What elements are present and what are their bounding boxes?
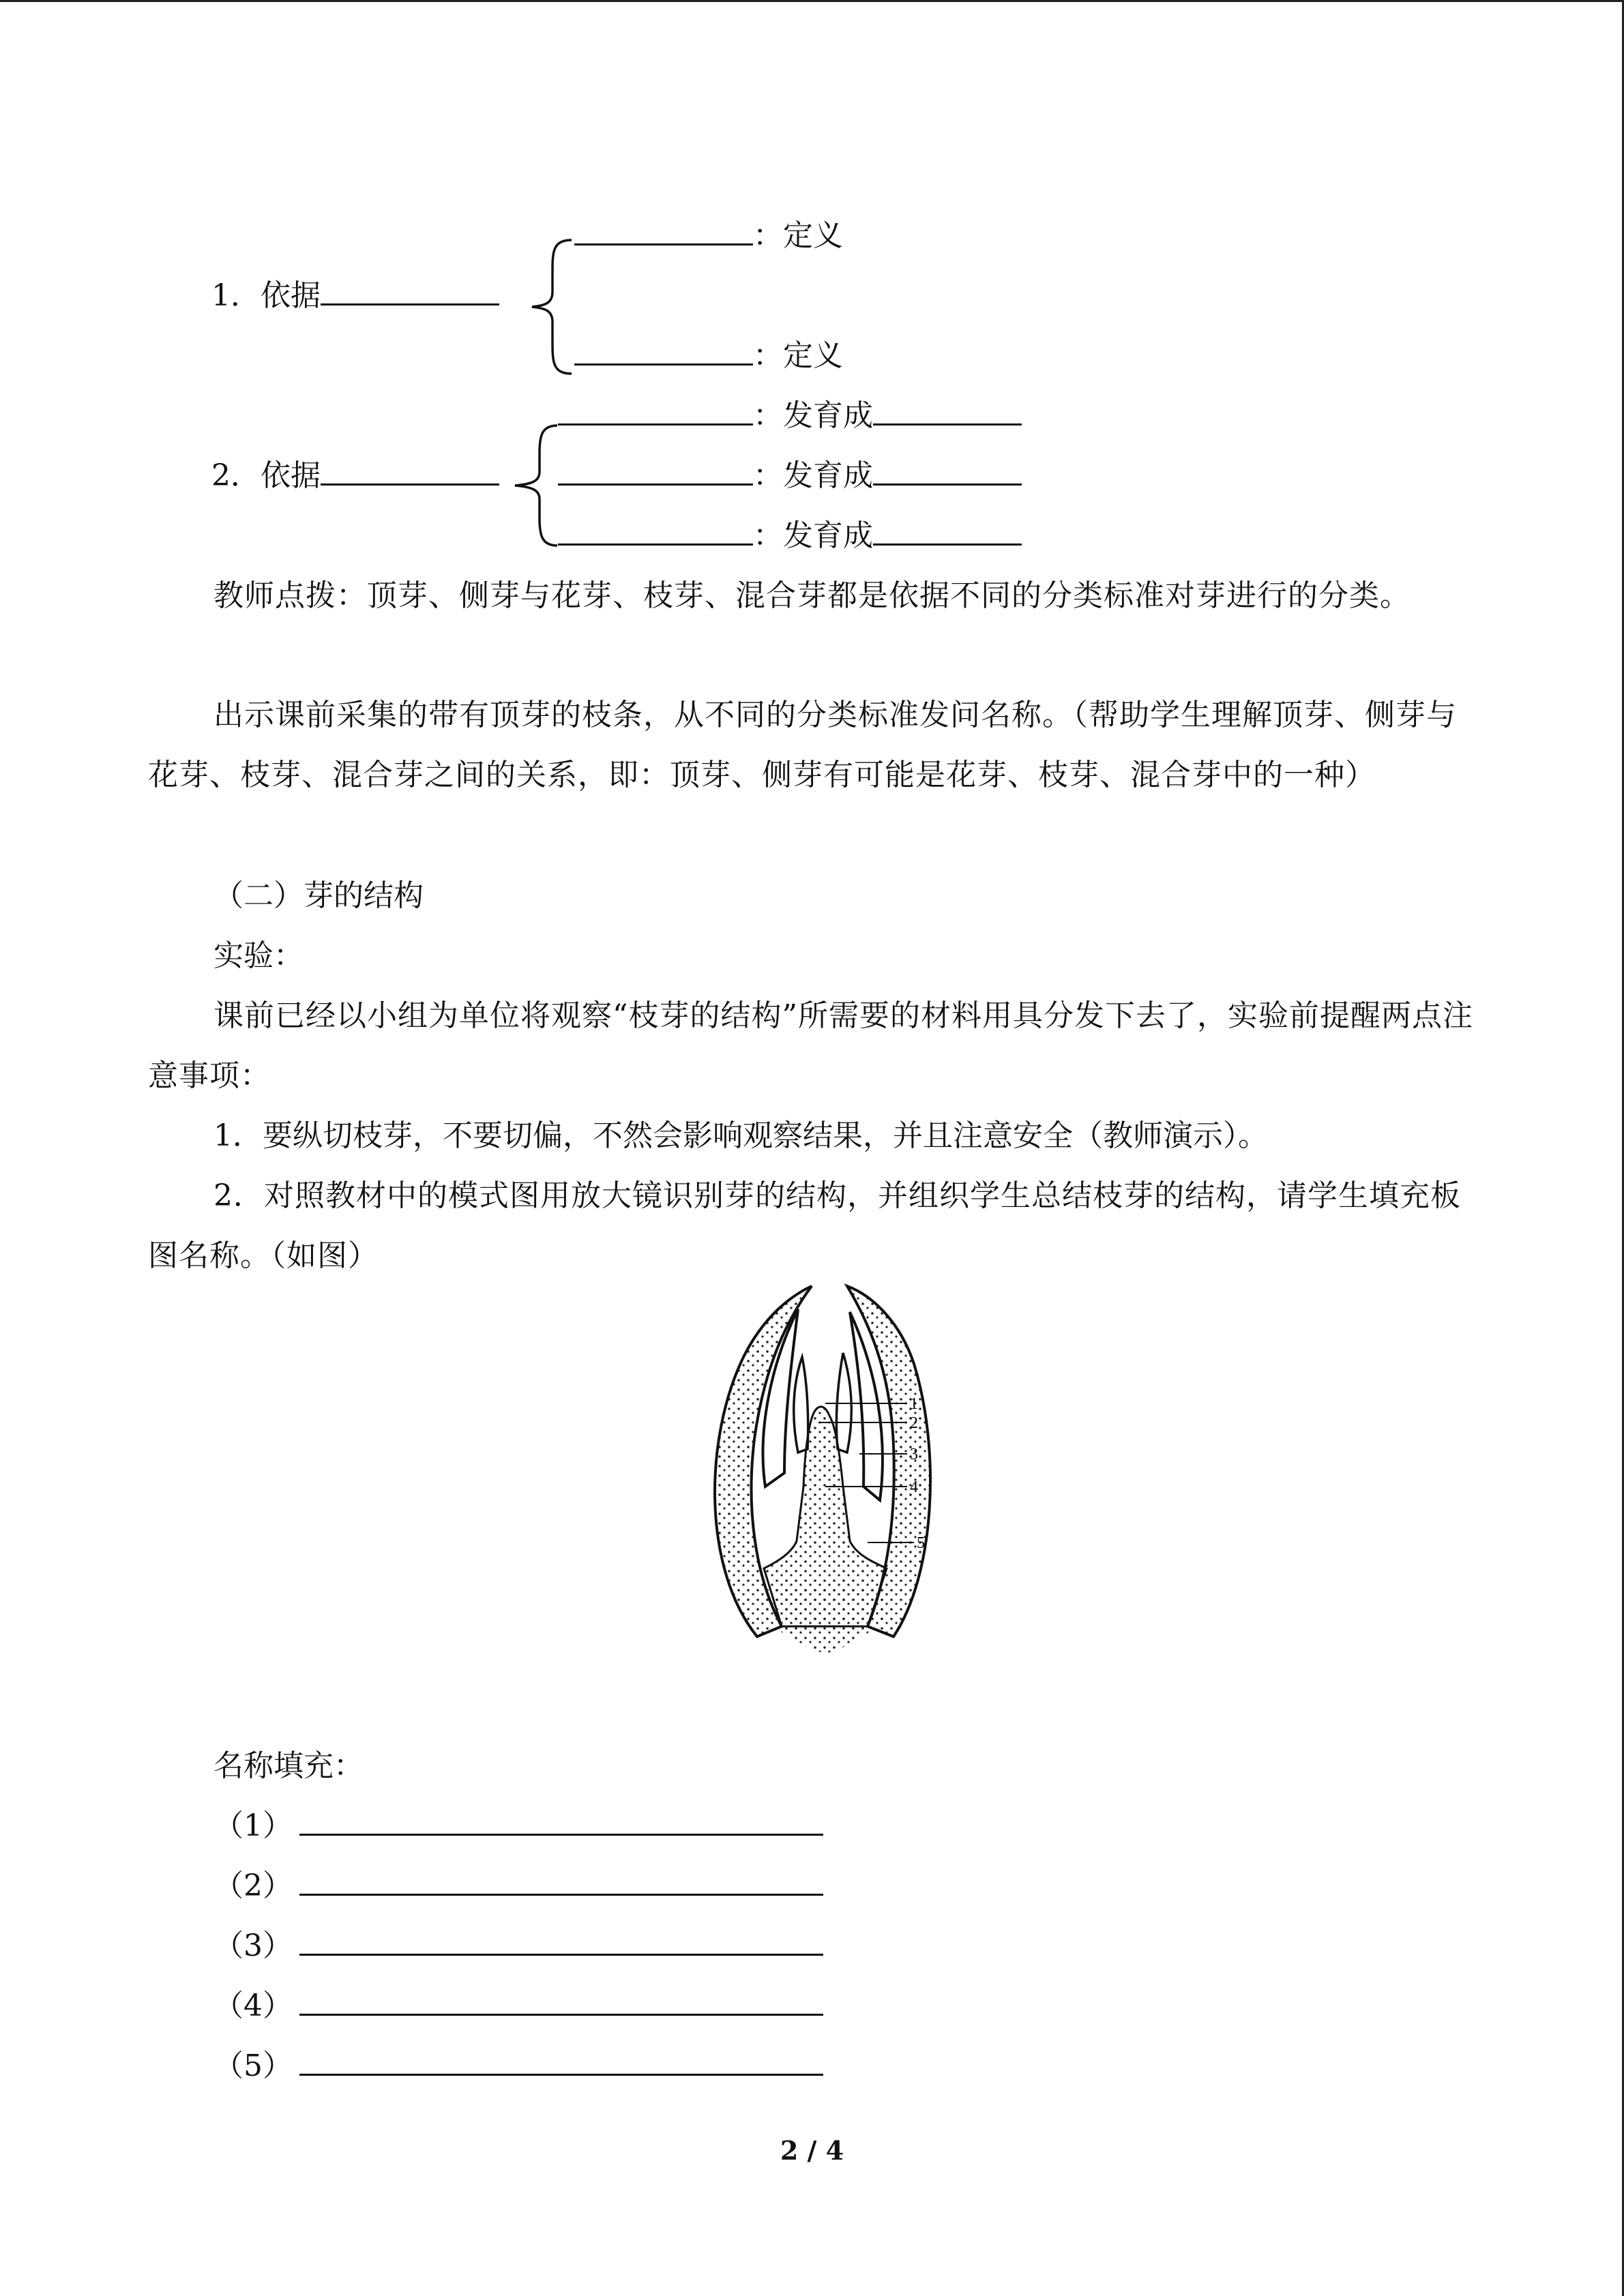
fill-name-blank-1[interactable] xyxy=(299,1800,823,1836)
item1-branch2-suffix: ：定义 xyxy=(753,338,843,373)
figure-label-2: 2 xyxy=(910,1414,918,1432)
item2-branch2-result-blank[interactable] xyxy=(873,448,1022,486)
note-1: 1．要纵切枝芽，不要切偏，不然会影响观察结果，并且注意安全（教师演示）。 xyxy=(213,1118,1268,1153)
figure-label-3: 3 xyxy=(910,1446,918,1463)
item2-branch2-mid: ：发育成 xyxy=(753,458,873,493)
show-branch-paragraph: 出示课前采集的带有顶芽的枝条，从不同的分类标准发问名称。（帮助学生理解顶芽、侧芽与花芽、枝芽、混合芽之间的关系，即：顶芽、侧芽有可能是花芽、枝芽、混合芽中的一种） xyxy=(148,698,1457,792)
item2-branch2-blank[interactable] xyxy=(558,448,753,486)
classification-item-2 xyxy=(211,446,499,506)
item1-branch-1 xyxy=(574,206,843,266)
fill-name-blank-5[interactable] xyxy=(299,2040,823,2076)
note-2: 2．对照教材中的模式图用放大镜识别芽的结构，并组织学生总结枝芽的结构，请学生填充板图名称。（如图） xyxy=(148,1178,1461,1273)
item1-branch1-blank[interactable] xyxy=(574,208,753,245)
figure-label-1: 1 xyxy=(910,1395,918,1413)
item1-branch-2 xyxy=(574,326,843,386)
brace-2 xyxy=(501,417,563,554)
fill-name-blank-2[interactable] xyxy=(299,1860,823,1896)
item1-branch1-suffix: ：定义 xyxy=(753,218,843,253)
item2-basis-blank[interactable] xyxy=(321,448,499,486)
bud-structure-figure xyxy=(689,1282,962,1664)
fill-name-label-2: （2） xyxy=(213,1868,293,1903)
item2-branch1-blank[interactable] xyxy=(558,388,753,426)
fill-name-row-4 xyxy=(213,1976,823,2036)
fill-names-title: 名称填充： xyxy=(213,1748,364,1783)
page-number: 2 / 4 xyxy=(780,2135,844,2166)
classification-item-1 xyxy=(211,266,499,326)
young-leaf-left xyxy=(794,1357,808,1452)
figure-label-4: 4 xyxy=(910,1478,918,1496)
fill-name-row-5 xyxy=(213,2036,823,2096)
teacher-tip: 教师点拨：顶芽、侧芽与花芽、枝芽、混合芽都是依据不同的分类标准对芽进行的分类。 xyxy=(213,578,1411,613)
item1-basis-blank[interactable] xyxy=(321,268,499,305)
brace-1 xyxy=(525,232,580,382)
experiment-label: 实验： xyxy=(213,938,304,973)
item1-branch2-blank[interactable] xyxy=(574,328,753,366)
fill-name-row-2 xyxy=(213,1856,823,1916)
item1-label: 1．依据 xyxy=(211,278,321,313)
fill-name-label-3: （3） xyxy=(213,1928,293,1963)
fill-name-blank-4[interactable] xyxy=(299,1980,823,2016)
item2-branch3-result-blank[interactable] xyxy=(873,508,1022,546)
item2-branch1-mid: ：发育成 xyxy=(753,398,873,433)
fill-name-blank-3[interactable] xyxy=(299,1920,823,1956)
fill-name-label-5: （5） xyxy=(213,2048,293,2083)
fill-name-row-1 xyxy=(213,1796,823,1856)
item2-branch-3 xyxy=(558,506,1022,566)
bud-base xyxy=(760,1582,891,1654)
item2-branch3-mid: ：发育成 xyxy=(753,518,873,553)
item2-branch-1 xyxy=(558,386,1022,446)
item2-label: 2．依据 xyxy=(211,458,321,493)
figure-label-5: 5 xyxy=(917,1534,925,1552)
fill-name-label-1: （1） xyxy=(213,1808,293,1843)
fill-name-row-3 xyxy=(213,1916,823,1976)
section-heading: （二）芽的结构 xyxy=(213,878,424,913)
item2-branch1-result-blank[interactable] xyxy=(873,388,1022,426)
item2-branch-2 xyxy=(558,446,1022,506)
item2-branch3-blank[interactable] xyxy=(558,508,753,546)
fill-name-label-4: （4） xyxy=(213,1988,293,2023)
experiment-intro: 课前已经以小组为单位将观察“枝芽的结构”所需要的材料用具分发下去了，实验前提醒两点注意事项： xyxy=(148,998,1473,1093)
